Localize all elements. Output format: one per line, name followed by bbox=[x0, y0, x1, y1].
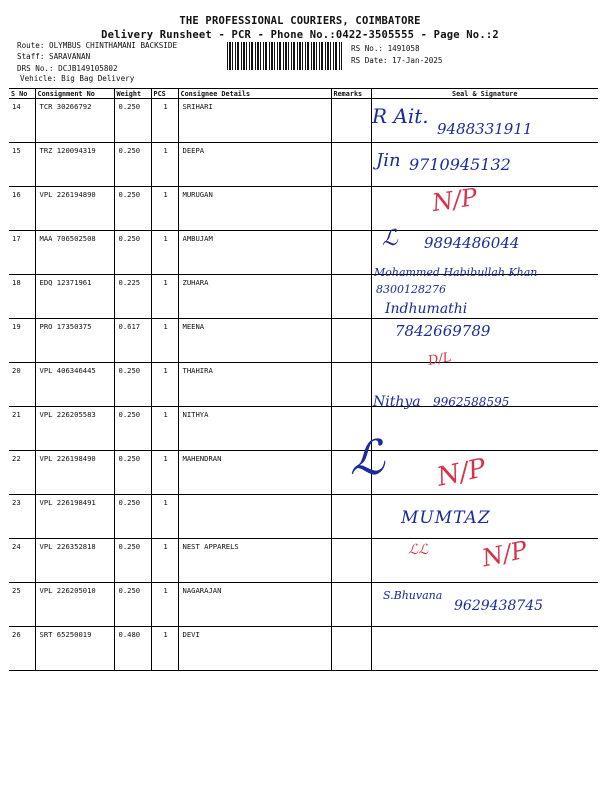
cell-sno: 23 bbox=[9, 495, 35, 539]
handwritten-np-16: N/P bbox=[430, 182, 479, 218]
cell-sno: 22 bbox=[9, 451, 35, 495]
cell-sno: 26 bbox=[9, 627, 35, 671]
cell-sno: 25 bbox=[9, 583, 35, 627]
scribble-signature-17: ℒ bbox=[382, 226, 398, 251]
cell-consignment: VPL 226198491 bbox=[35, 495, 114, 539]
cell-pcs: 1 bbox=[151, 451, 178, 495]
handwritten-phone-14: 9488331911 bbox=[437, 120, 533, 138]
staff-label: Staff: SARAVANAN bbox=[17, 52, 91, 61]
document-title: THE PROFESSIONAL COURIERS, COIMBATORE bbox=[179, 15, 421, 27]
cell-pcs: 1 bbox=[151, 583, 178, 627]
cell-signature bbox=[371, 275, 598, 319]
cell-consignee: SRIHARI bbox=[178, 99, 331, 143]
cell-sno: 21 bbox=[9, 407, 35, 451]
cell-remarks bbox=[331, 187, 371, 231]
cell-weight: 0.250 bbox=[114, 231, 151, 275]
cell-remarks bbox=[331, 539, 371, 583]
handwritten-signature-21: Nithya bbox=[373, 394, 421, 410]
runsheet-subtitle: Delivery Runsheet - PCR - Phone No.:0422-3505555 - Page No.:2 bbox=[101, 29, 499, 41]
cell-sno: 24 bbox=[9, 539, 35, 583]
cell-consignee: DEVI bbox=[178, 627, 331, 671]
table-row bbox=[9, 275, 598, 319]
handwritten-signature-24: MUMTAZ bbox=[401, 508, 491, 528]
table-header-row bbox=[9, 89, 598, 99]
cell-consignment: VPL 226352818 bbox=[35, 539, 114, 583]
table-row bbox=[9, 319, 598, 363]
cell-weight: 0.250 bbox=[114, 187, 151, 231]
col-header-remarks: Remarks bbox=[331, 89, 371, 99]
cell-consignee: NAGARAJAN bbox=[178, 583, 331, 627]
cell-weight: 0.225 bbox=[114, 275, 151, 319]
cell-weight: 0.250 bbox=[114, 407, 151, 451]
cell-sno: 20 bbox=[9, 363, 35, 407]
cell-pcs: 1 bbox=[151, 275, 178, 319]
cell-consignee: NITHYA bbox=[178, 407, 331, 451]
cell-consignment: VPL 226205010 bbox=[35, 583, 114, 627]
cell-sno: 14 bbox=[9, 99, 35, 143]
cell-consignment: VPL 226205583 bbox=[35, 407, 114, 451]
cell-pcs: 1 bbox=[151, 407, 178, 451]
cell-weight: 0.480 bbox=[114, 627, 151, 671]
cell-sno: 17 bbox=[9, 231, 35, 275]
cell-pcs: 1 bbox=[151, 495, 178, 539]
cell-consignment: PRO 17350375 bbox=[35, 319, 114, 363]
cell-consignee: AMBUJAM bbox=[178, 231, 331, 275]
cell-consignment: VPL 226194890 bbox=[35, 187, 114, 231]
cell-sno: 18 bbox=[9, 275, 35, 319]
cell-remarks bbox=[331, 143, 371, 187]
cell-remarks bbox=[331, 99, 371, 143]
handwritten-np-23: N/P bbox=[434, 453, 489, 493]
handwritten-signature-15: Jin bbox=[376, 150, 401, 171]
cell-consignment: TCR 30266792 bbox=[35, 99, 114, 143]
table-row bbox=[9, 495, 598, 539]
vehicle-label: Vehicle: Big Bag Delivery bbox=[20, 74, 135, 83]
cell-signature bbox=[371, 231, 598, 275]
cell-weight: 0.250 bbox=[114, 583, 151, 627]
barcode-image bbox=[227, 42, 342, 70]
col-header-signature: Seal & Signature bbox=[371, 89, 598, 99]
cell-signature bbox=[371, 627, 598, 671]
cell-remarks bbox=[331, 231, 371, 275]
cell-consignment: TRZ 120094319 bbox=[35, 143, 114, 187]
cell-weight: 0.617 bbox=[114, 319, 151, 363]
table-row bbox=[9, 407, 598, 451]
cell-consignment: VPL 226198490 bbox=[35, 451, 114, 495]
col-header-weight: Weight bbox=[114, 89, 151, 99]
cell-signature bbox=[371, 99, 598, 143]
scribble-signature-25: ℒℒ bbox=[408, 542, 429, 558]
cell-consignee: ZUHARA bbox=[178, 275, 331, 319]
table-row bbox=[9, 363, 598, 407]
cell-sno: 15 bbox=[9, 143, 35, 187]
table-row bbox=[9, 583, 598, 627]
cell-remarks bbox=[331, 407, 371, 451]
cell-remarks bbox=[331, 451, 371, 495]
handwritten-signature-26: S.Bhuvana bbox=[383, 589, 443, 602]
handwritten-signature-14: R Ait. bbox=[372, 104, 429, 128]
cell-consignee: DEEPA bbox=[178, 143, 331, 187]
cell-pcs: 1 bbox=[151, 187, 178, 231]
table-row bbox=[9, 539, 598, 583]
cell-pcs: 1 bbox=[151, 363, 178, 407]
col-header-sno: S No bbox=[9, 89, 35, 99]
rs-number: RS No.: 1491058 bbox=[351, 44, 420, 53]
cell-remarks bbox=[331, 363, 371, 407]
cell-weight: 0.250 bbox=[114, 539, 151, 583]
cell-signature bbox=[371, 495, 598, 539]
cell-consignment: MAA 706502508 bbox=[35, 231, 114, 275]
cell-remarks bbox=[331, 627, 371, 671]
cell-pcs: 1 bbox=[151, 539, 178, 583]
cell-weight: 0.250 bbox=[114, 495, 151, 539]
scribble-signature-22: ℒ bbox=[350, 430, 385, 486]
handwritten-phone-15: 9710945132 bbox=[409, 155, 511, 174]
cell-signature bbox=[371, 319, 598, 363]
cell-consignee bbox=[178, 495, 331, 539]
col-header-pcs: PCS bbox=[151, 89, 178, 99]
handwritten-phone-26: 9629438745 bbox=[454, 598, 544, 614]
col-header-consignee: Consignee Details bbox=[178, 89, 331, 99]
table-row bbox=[9, 99, 598, 143]
table-row bbox=[9, 187, 598, 231]
cell-weight: 0.250 bbox=[114, 363, 151, 407]
cell-signature bbox=[371, 407, 598, 451]
handwritten-dl-20: D/L bbox=[426, 350, 453, 369]
cell-consignee: MURUGAN bbox=[178, 187, 331, 231]
cell-consignee: NEST APPARELS bbox=[178, 539, 331, 583]
table-row bbox=[9, 451, 598, 495]
table-row bbox=[9, 143, 598, 187]
cell-remarks bbox=[331, 319, 371, 363]
handwritten-phone-19: 7842669789 bbox=[395, 322, 491, 340]
cell-weight: 0.250 bbox=[114, 143, 151, 187]
cell-weight: 0.250 bbox=[114, 451, 151, 495]
cell-remarks bbox=[331, 275, 371, 319]
cell-pcs: 1 bbox=[151, 231, 178, 275]
cell-sno: 19 bbox=[9, 319, 35, 363]
cell-pcs: 1 bbox=[151, 627, 178, 671]
runsheet-table bbox=[9, 88, 598, 671]
drs-number: DRS No.: DCJB149105802 bbox=[17, 64, 118, 73]
handwritten-phone-18: 8300128276 bbox=[376, 283, 446, 296]
cell-pcs: 1 bbox=[151, 143, 178, 187]
cell-signature bbox=[371, 187, 598, 231]
cell-pcs: 1 bbox=[151, 319, 178, 363]
table-row bbox=[9, 627, 598, 671]
cell-signature bbox=[371, 583, 598, 627]
cell-weight: 0.250 bbox=[114, 99, 151, 143]
cell-signature bbox=[371, 363, 598, 407]
cell-remarks bbox=[331, 495, 371, 539]
handwritten-phone-21: 9962588595 bbox=[433, 395, 510, 409]
handwritten-np-25: N/P bbox=[479, 535, 530, 573]
rs-date: RS Date: 17-Jan-2025 bbox=[351, 56, 443, 65]
cell-remarks bbox=[331, 583, 371, 627]
cell-consignment: VPL 406346445 bbox=[35, 363, 114, 407]
cell-consignment: EDQ 12371961 bbox=[35, 275, 114, 319]
route-label: Route: OLYMBUS CHINTHAMANI BACKSIDE bbox=[17, 41, 178, 50]
cell-consignment: SRT 65250019 bbox=[35, 627, 114, 671]
cell-signature bbox=[371, 451, 598, 495]
cell-sno: 16 bbox=[9, 187, 35, 231]
cell-signature bbox=[371, 143, 598, 187]
table-row bbox=[9, 231, 598, 275]
cell-consignee: MAHENDRAN bbox=[178, 451, 331, 495]
cell-pcs: 1 bbox=[151, 99, 178, 143]
col-header-consignment: Consignment No bbox=[35, 89, 114, 99]
cell-consignee: THAHIRA bbox=[178, 363, 331, 407]
handwritten-signature-18: Mohammed Habibullah Khan bbox=[374, 266, 538, 279]
handwritten-phone-17: 9894486044 bbox=[424, 234, 520, 252]
cell-signature bbox=[371, 539, 598, 583]
cell-consignee: MEENA bbox=[178, 319, 331, 363]
handwritten-signature-19: Indhumathi bbox=[385, 301, 468, 317]
